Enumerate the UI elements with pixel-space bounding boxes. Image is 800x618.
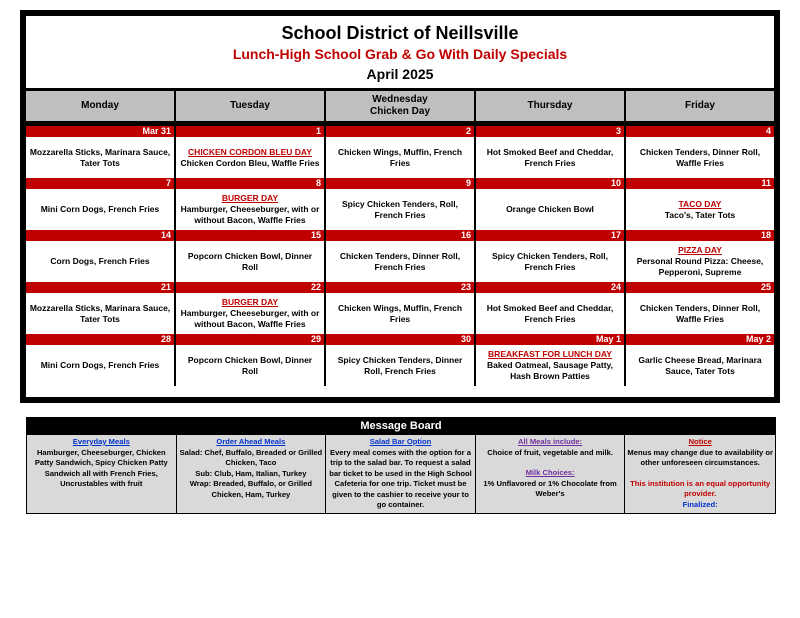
date-label: 1 <box>176 126 324 137</box>
date-label: 11 <box>626 178 774 189</box>
menu-cell <box>26 137 174 178</box>
date-label: 30 <box>326 334 474 345</box>
menu-item-text: Chicken Wings, Muffin, French Fries <box>337 146 463 168</box>
menu-cell <box>26 293 174 334</box>
menu-item-text: Mozzarella Sticks, Marinara Sauce, Tater Tots <box>29 302 171 324</box>
date-bar-row <box>26 126 774 137</box>
date-label: 18 <box>626 230 774 241</box>
notice-text: Menus may change due to availability or other unforeseen circumstances. <box>627 447 773 467</box>
title-block <box>26 16 774 91</box>
date-label: 2 <box>326 126 474 137</box>
order-ahead-column <box>177 435 327 513</box>
salad-bar-text: Every meal comes with the option for a trip to the salad bar. To request a salad bar ticket to be used in the High School Cafeteria for one trip. Ticket must be given to the cashier to receive your to go container. <box>329 447 472 509</box>
menu-item-text: Mini Corn Dogs, French Fries <box>40 360 160 370</box>
all-meals-text: Choice of fruit, vegetable and milk. <box>487 447 613 457</box>
menu-item-text: Hot Smoked Beef and Cheddar, French Fries <box>486 146 614 168</box>
menu-row <box>26 345 774 386</box>
menu-row <box>26 241 774 282</box>
menu-cell <box>476 241 624 282</box>
menu-item-text: Taco's, Tater Tots <box>664 209 736 220</box>
notice-heading[interactable]: Notice <box>688 437 712 446</box>
date-label: 21 <box>26 282 174 293</box>
menu-item-text: Hot Smoked Beef and Cheddar, French Fries <box>486 302 614 324</box>
menu-cell <box>476 293 624 334</box>
menu-item-text: Mozzarella Sticks, Marinara Sauce, Tater Tots <box>29 146 171 168</box>
menu-item-text: Garlic Cheese Bread, Marinara Sauce, Tater Tots <box>638 354 762 376</box>
menu-item-text: Spicy Chicken Tenders, Roll, French Fries <box>341 198 459 220</box>
all-meals-column <box>476 435 626 513</box>
date-label: 7 <box>26 178 174 189</box>
all-meals-heading[interactable]: All Meals include: <box>518 437 583 446</box>
date-label: May 2 <box>626 334 774 345</box>
date-label: 29 <box>176 334 324 345</box>
special-day-label: BURGER DAY <box>221 297 279 307</box>
milk-choices-heading[interactable]: Milk Choices: <box>525 468 575 477</box>
menu-item-text: Chicken Tenders, Dinner Roll, Waffle Fries <box>639 146 761 168</box>
date-bar-row <box>26 178 774 189</box>
menu-cell <box>626 241 774 282</box>
menu-cell <box>626 189 774 230</box>
date-label: 9 <box>326 178 474 189</box>
special-day-label: BREAKFAST FOR LUNCH DAY <box>488 349 612 359</box>
menu-item-text: Mini Corn Dogs, French Fries <box>40 204 160 214</box>
menu-cell <box>26 241 174 282</box>
menu-cell <box>326 137 474 178</box>
menu-cell <box>176 293 324 334</box>
date-bar-row <box>26 334 774 345</box>
menu-cell <box>176 241 324 282</box>
menu-cell <box>176 137 324 178</box>
day-header-monday: Monday <box>26 91 174 121</box>
everyday-meals-column <box>27 435 177 513</box>
month-title: April 2025 <box>366 66 434 82</box>
order-ahead-wrap: Wrap: Breaded, Buffalo, or Grilled Chicken, Ham, Turkey <box>189 479 312 499</box>
date-label: 16 <box>326 230 474 241</box>
date-label: 3 <box>476 126 624 137</box>
everyday-meals-text: Hamburger, Cheeseburger, Chicken Patty Sandwich, Spicy Chicken Patty Sandwich all with French Fries, Uncrustables with fruit <box>34 447 168 488</box>
calendar <box>26 16 774 397</box>
everyday-meals-heading[interactable]: Everyday Meals <box>72 437 130 446</box>
special-day-label: CHICKEN CORDON BLEU DAY <box>188 146 312 157</box>
day-header-wednesday: Wednesday Chicken Day <box>326 91 474 121</box>
menu-item-text: Hamburger, Cheeseburger, with or without Bacon, Waffle Fries <box>180 308 320 329</box>
special-day-label: BURGER DAY <box>221 193 279 203</box>
date-label: 17 <box>476 230 624 241</box>
date-label: 4 <box>626 126 774 137</box>
day-header-thursday: Thursday <box>476 91 624 121</box>
special-day-label: PIZZA DAY <box>678 245 722 255</box>
menu-item-text: Chicken Tenders, Dinner Roll, French Fries <box>339 250 461 272</box>
order-ahead-sub: Sub: Club, Ham, Italian, Turkey <box>195 468 307 478</box>
notice-column <box>625 435 775 513</box>
date-label: 23 <box>326 282 474 293</box>
date-label: 15 <box>176 230 324 241</box>
salad-bar-heading[interactable]: Salad Bar Option <box>369 437 432 446</box>
menu-title: Lunch-High School Grab & Go With Daily Specials <box>232 46 568 62</box>
district-title: School District of Neillsville <box>281 23 519 43</box>
menu-cell <box>626 137 774 178</box>
menu-cell <box>476 345 624 386</box>
date-label: 25 <box>626 282 774 293</box>
menu-cell <box>326 189 474 230</box>
menu-cell <box>26 345 174 386</box>
date-label: May 1 <box>476 334 624 345</box>
menu-item-text: Corn Dogs, French Fries <box>50 256 150 266</box>
date-label: 22 <box>176 282 324 293</box>
date-label: Mar 31 <box>26 126 174 137</box>
menu-cell <box>476 189 624 230</box>
menu-row <box>26 293 774 334</box>
finalized-label: Finalized: <box>682 499 718 509</box>
menu-cell <box>26 189 174 230</box>
menu-cell <box>326 241 474 282</box>
menu-item-text: Popcorn Chicken Bowl, Dinner Roll <box>187 250 313 272</box>
date-label: 24 <box>476 282 624 293</box>
order-ahead-heading[interactable]: Order Ahead Meals <box>216 437 286 446</box>
special-day-label: TACO DAY <box>678 198 722 209</box>
day-header-tuesday: Tuesday <box>176 91 324 121</box>
date-label: 8 <box>176 178 324 189</box>
menu-item-text: Orange Chicken Bowl <box>506 204 594 214</box>
menu-item-text: Baked Oatmeal, Sausage Patty, Hash Brown Patties <box>487 360 613 381</box>
date-bar-row <box>26 282 774 293</box>
menu-cell <box>326 293 474 334</box>
menu-item-text: Popcorn Chicken Bowl, Dinner Roll <box>187 354 313 376</box>
menu-cell <box>476 137 624 178</box>
calendar-frame <box>20 10 780 403</box>
menu-cell <box>626 345 774 386</box>
menu-item-text: Spicy Chicken Tenders, Dinner Roll, French Fries <box>337 354 463 376</box>
order-ahead-salad: Salad: Chef, Buffalo, Breaded or Grilled Chicken, Taco <box>179 447 323 467</box>
menu-cell <box>176 189 324 230</box>
date-label: 28 <box>26 334 174 345</box>
date-label: 10 <box>476 178 624 189</box>
menu-item-text: Personal Round Pizza: Cheese, Pepperoni, Supreme <box>636 256 764 277</box>
message-board-title: Message Board <box>27 418 775 435</box>
menu-item-text: Chicken Cordon Bleu, Waffle Fries <box>180 157 320 168</box>
menu-cell <box>326 345 474 386</box>
menu-item-text: Chicken Tenders, Dinner Roll, Waffle Fries <box>639 302 761 324</box>
weeks-container <box>26 126 774 386</box>
menu-item-text: Hamburger, Cheeseburger, with or without Bacon, Waffle Fries <box>180 204 320 225</box>
day-header-friday: Friday <box>626 91 774 121</box>
milk-choices-text: 1% Unflavored or 1% Chocolate from Weber's <box>483 478 617 498</box>
menu-item-text: Chicken Wings, Muffin, French Fries <box>337 302 463 324</box>
equal-opportunity-text: This institution is an equal opportunity provider. <box>630 478 771 498</box>
date-label: 14 <box>26 230 174 241</box>
date-bar-row <box>26 230 774 241</box>
day-header-row <box>26 91 774 121</box>
menu-row <box>26 189 774 230</box>
salad-bar-column <box>326 435 476 513</box>
menu-item-text: Spicy Chicken Tenders, Roll, French Fries <box>491 250 609 272</box>
message-board-grid <box>27 435 775 513</box>
message-board <box>26 417 776 514</box>
menu-row <box>26 137 774 178</box>
menu-cell <box>626 293 774 334</box>
menu-cell <box>176 345 324 386</box>
